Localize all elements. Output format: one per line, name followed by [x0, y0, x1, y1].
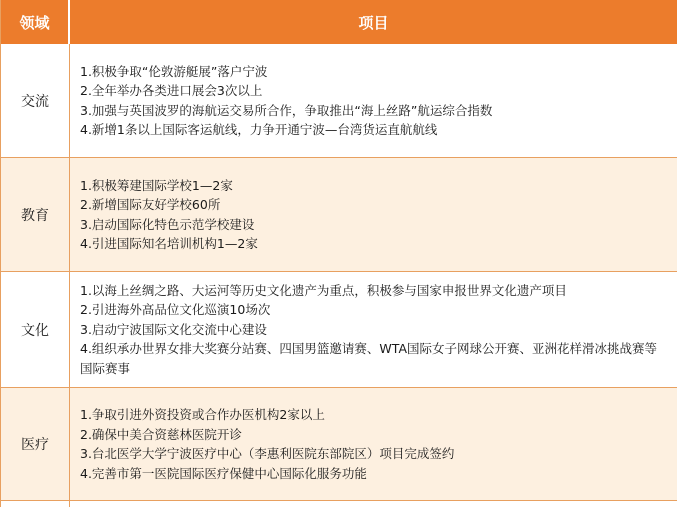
- list-item: 1.争取引进外资投资或合作办医机构2家以上: [80, 407, 325, 422]
- list-item: 3.启动宁波国际文化交流中心建设: [80, 321, 267, 337]
- items-cell: [70, 501, 677, 507]
- table-row-culture: [1, 272, 677, 388]
- table-row-medical: [1, 388, 677, 501]
- list-item: 1.积极争取“伦敦游艇展”落户宁波: [80, 63, 268, 79]
- list-item: 2.引进海外高品位文化巡演10场次: [80, 302, 271, 318]
- items-cell: [70, 44, 677, 157]
- header-items: 项目: [358, 13, 389, 32]
- list-item: 4.完善市第一医院国际医疗保健中心国际化服务功能: [80, 465, 367, 481]
- header-domain: 领域: [1, 0, 70, 44]
- domain-cell: 教育: [1, 158, 70, 271]
- list-item: 4.组织承办世界女排大奖赛分站赛、四国男篮邀请赛、WTA国际女子网球公开赛、亚洲花样滑冰挑战赛等国际赛事: [80, 341, 658, 376]
- list-item: 4.新增1条以上国际客运航线，力争开通宁波—台湾货运直航航线: [80, 122, 438, 137]
- table-row-education: [1, 158, 677, 272]
- list-item: 1.以海上丝绸之路、大运河等历史文化遗产为重点，积极参与国家申报世界文化遗产项目: [80, 282, 567, 298]
- list-item: 3.启动国际化特色示范学校建设: [80, 216, 255, 232]
- domain-cell: 交流: [1, 44, 70, 157]
- list-item: 4.引进国际知名培训机构1—2家: [80, 236, 258, 251]
- table-row-partial: [1, 501, 677, 507]
- table-header: [1, 0, 677, 44]
- domain-cell: 文化: [1, 272, 70, 387]
- list-item: 2.确保中美合资慈林医院开诊: [80, 426, 242, 442]
- domain-cell: 医疗: [1, 388, 70, 500]
- table-row-exchange: [1, 44, 677, 158]
- items-cell: [70, 388, 677, 500]
- list-item: 2.新增国际友好学校60所: [80, 197, 221, 212]
- list-item: 2.全年举办各类进口展会3次以上: [80, 83, 263, 98]
- domain-cell: [1, 501, 70, 507]
- list-item: 1.积极筹建国际学校1—2家: [80, 177, 233, 193]
- items-cell: [70, 272, 677, 387]
- list-item: 3.台北医学大学宁波医疗中心（李惠利医院东部院区）项目完成签约: [80, 446, 455, 461]
- list-item: 3.加强与英国波罗的海航运交易所合作，争取推出“海上丝路”航运综合指数: [80, 102, 493, 118]
- items-cell: [70, 158, 677, 271]
